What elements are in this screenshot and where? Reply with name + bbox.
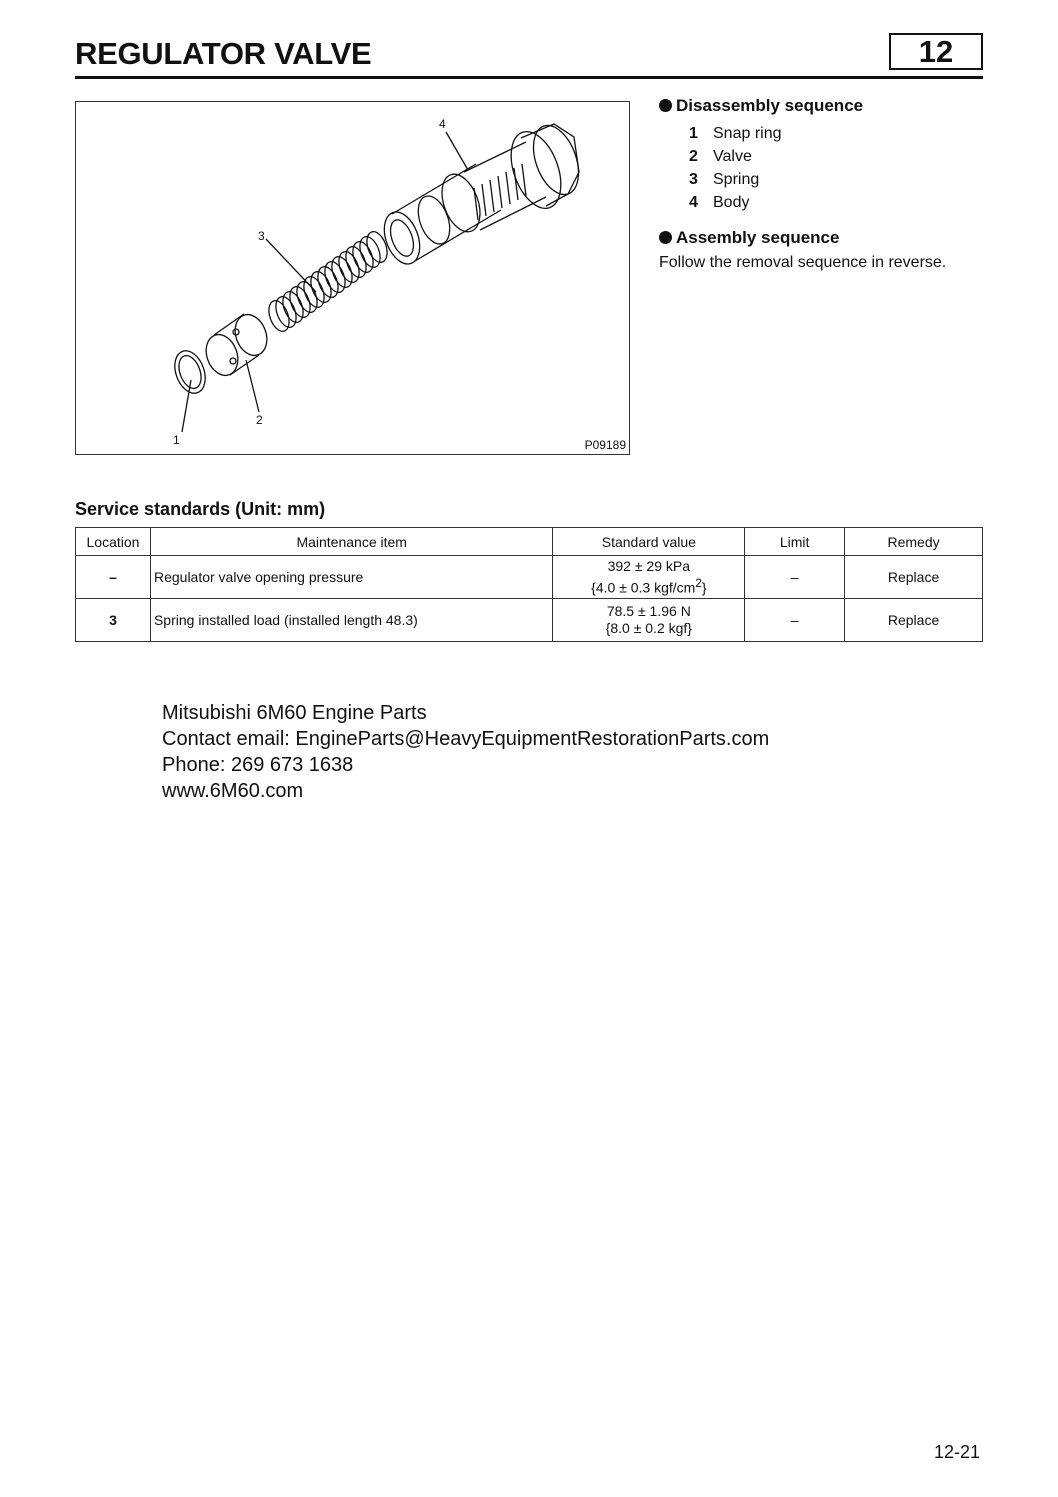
valve-drawing (201, 310, 273, 380)
maintenance-item-cell: Spring installed load (installed length 48.3) (150, 599, 552, 642)
contact-company: Mitsubishi 6M60 Engine Parts (162, 702, 427, 724)
standard-value-cell: 392 ± 29 kPa {4.0 ± 0.3 kgf/$cm^2$} (553, 556, 745, 599)
assembly-heading: Assembly sequence (659, 228, 999, 248)
bullet-icon (659, 99, 672, 112)
standard-value-cell: 78.5 ± 1.96 N {8.0 ± 0.2 kgf} (553, 599, 745, 642)
limit-cell: – (745, 556, 845, 599)
column-header: Remedy (845, 528, 983, 556)
exploded-view-figure (75, 101, 630, 455)
callout-4: 4 (439, 117, 446, 131)
callout-1: 1 (173, 433, 180, 447)
column-header: Location (76, 528, 151, 556)
chapter-number: 12 (889, 33, 983, 70)
disassembly-list (689, 122, 999, 214)
service-standards-table (75, 527, 983, 642)
page-header (75, 30, 983, 79)
remedy-cell: Replace (845, 556, 983, 599)
limit-cell: – (745, 599, 845, 642)
table-row (76, 599, 983, 642)
table-header-row (76, 528, 983, 556)
spring-drawing (265, 229, 391, 334)
assembly-text: Follow the removal sequence in reverse. (659, 254, 947, 271)
table-row (76, 556, 983, 599)
body-drawing (378, 119, 587, 269)
callout-2: 2 (256, 413, 263, 427)
contact-block (162, 700, 769, 804)
figure-code: P09189 (584, 438, 626, 452)
snap-ring-drawing (169, 347, 210, 398)
maintenance-item-cell: Regulator valve opening pressure (150, 556, 552, 599)
page-number: 12-21 (933, 1442, 980, 1462)
list-item: 4 Body (689, 194, 750, 211)
column-header: Maintenance item (150, 528, 552, 556)
callout-3: 3 (258, 229, 265, 243)
contact-email: Contact email: EngineParts@HeavyEquipmentRestorationParts.com (162, 728, 770, 750)
disassembly-heading: Disassembly sequence (659, 96, 999, 116)
contact-phone: Phone: 269 673 1638 (162, 754, 354, 776)
list-item: 1 Snap ring (689, 125, 782, 142)
assembly-section (659, 228, 999, 272)
location-cell: 3 (76, 599, 151, 642)
regulator-valve-drawing (76, 102, 629, 454)
list-item: 3 Spring (689, 171, 760, 188)
column-header: Standard value (553, 528, 745, 556)
remedy-cell: Replace (845, 599, 983, 642)
contact-website: www.6M60.com (162, 780, 304, 802)
column-header: Limit (745, 528, 845, 556)
page-title: REGULATOR VALVE (75, 36, 372, 71)
service-standards-title: Service standards (Unit: mm) (75, 499, 326, 519)
location-cell: – (76, 556, 151, 599)
sequence-panel (659, 96, 999, 272)
list-item: 2 Valve (689, 148, 752, 165)
bullet-icon (659, 231, 672, 244)
